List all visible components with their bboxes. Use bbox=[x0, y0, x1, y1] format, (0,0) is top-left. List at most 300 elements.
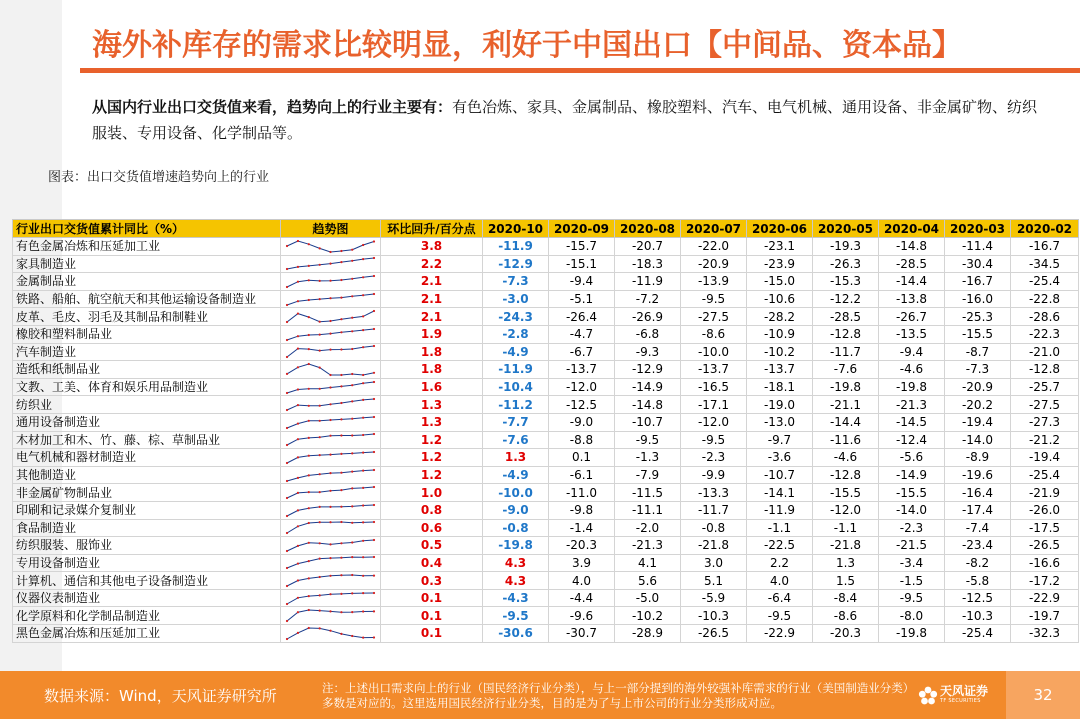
value-cell: -19.0 bbox=[747, 396, 813, 414]
sparkline-svg bbox=[285, 309, 376, 324]
value-cell: -12.8 bbox=[813, 325, 879, 343]
sparkline-point bbox=[362, 294, 364, 296]
industry-name: 非金属矿物制品业 bbox=[13, 484, 281, 502]
value-cell: 4.1 bbox=[615, 554, 681, 572]
trend-sparkline bbox=[281, 273, 381, 291]
sparkline-point bbox=[297, 579, 299, 581]
industry-name: 其他制造业 bbox=[13, 466, 281, 484]
trend-sparkline bbox=[281, 308, 381, 326]
trend-sparkline bbox=[281, 343, 381, 361]
sparkline-point bbox=[351, 278, 353, 280]
sparkline-point bbox=[351, 452, 353, 454]
sparkline-point bbox=[329, 320, 331, 322]
table-row bbox=[13, 554, 1079, 572]
sparkline-point bbox=[286, 497, 288, 499]
trend-sparkline bbox=[281, 554, 381, 572]
trend-sparkline bbox=[281, 572, 381, 590]
value-cell: -11.0 bbox=[549, 484, 615, 502]
value-cell: -21.2 bbox=[1011, 431, 1079, 449]
sparkline-point bbox=[329, 332, 331, 334]
sparkline-point bbox=[362, 504, 364, 506]
sparkline-point bbox=[362, 258, 364, 260]
table-row bbox=[13, 255, 1079, 273]
sparkline-point bbox=[319, 387, 321, 389]
sparkline-point bbox=[373, 240, 375, 242]
value-cell: -26.0 bbox=[1011, 501, 1079, 519]
sparkline-point bbox=[319, 298, 321, 300]
sparkline-point bbox=[308, 595, 310, 597]
sparkline-svg bbox=[285, 239, 376, 254]
value-cell: -16.0 bbox=[945, 290, 1011, 308]
sparkline-point bbox=[329, 543, 331, 545]
value-cell: -22.3 bbox=[1011, 325, 1079, 343]
sparkline-svg bbox=[285, 626, 376, 641]
table-row bbox=[13, 625, 1079, 643]
change-value: 1.8 bbox=[381, 343, 483, 361]
sparkline-point bbox=[286, 321, 288, 323]
value-cell: -15.5 bbox=[813, 484, 879, 502]
value-cell: -8.9 bbox=[945, 449, 1011, 467]
sparkline-point bbox=[297, 335, 299, 337]
sparkline-point bbox=[297, 438, 299, 440]
sparkline-point bbox=[286, 303, 288, 305]
sparkline-point bbox=[319, 366, 321, 368]
value-cell: -5.8 bbox=[945, 572, 1011, 590]
sparkline-point bbox=[297, 281, 299, 283]
value-cell: 3.9 bbox=[549, 554, 615, 572]
sparkline-svg bbox=[285, 256, 376, 271]
value-cell: -30.7 bbox=[549, 625, 615, 643]
value-cell: -14.8 bbox=[615, 396, 681, 414]
value-cell: -6.4 bbox=[747, 589, 813, 607]
value-cell: -27.5 bbox=[1011, 396, 1079, 414]
value-cell: -7.2 bbox=[615, 290, 681, 308]
trend-sparkline bbox=[281, 607, 381, 625]
value-cell: -2.3 bbox=[681, 449, 747, 467]
trend-sparkline bbox=[281, 290, 381, 308]
table-body bbox=[13, 238, 1079, 643]
sparkline-point bbox=[308, 363, 310, 365]
value-cell: -12.5 bbox=[945, 589, 1011, 607]
sparkline-point bbox=[340, 374, 342, 376]
value-cell: -10.2 bbox=[747, 343, 813, 361]
sparkline-point bbox=[362, 346, 364, 348]
sparkline-point bbox=[286, 462, 288, 464]
sparkline-point bbox=[286, 620, 288, 622]
sparkline-point bbox=[373, 310, 375, 312]
trend-sparkline bbox=[281, 325, 381, 343]
value-cell: -21.3 bbox=[879, 396, 945, 414]
table-row bbox=[13, 413, 1079, 431]
sparkline-point bbox=[351, 522, 353, 524]
value-cell: -11.9 bbox=[615, 273, 681, 291]
sparkline-point bbox=[340, 296, 342, 298]
sparkline-point bbox=[308, 507, 310, 509]
value-cell: -12.0 bbox=[813, 501, 879, 519]
sparkline-svg bbox=[285, 274, 376, 289]
sparkline-svg bbox=[285, 555, 376, 570]
sparkline-point bbox=[340, 471, 342, 473]
change-value: 1.2 bbox=[381, 449, 483, 467]
value-cell: -1.3 bbox=[615, 449, 681, 467]
change-value: 1.3 bbox=[381, 413, 483, 431]
column-header: 2020-07 bbox=[681, 220, 747, 238]
value-cell: -6.1 bbox=[549, 466, 615, 484]
sparkline-point bbox=[351, 487, 353, 489]
sparkline-point bbox=[297, 492, 299, 494]
sparkline-svg bbox=[285, 591, 376, 606]
value-cell: -26.7 bbox=[879, 308, 945, 326]
sparkline-line bbox=[287, 487, 374, 498]
sparkline-point bbox=[340, 505, 342, 507]
column-header: 2020-06 bbox=[747, 220, 813, 238]
trend-sparkline bbox=[281, 396, 381, 414]
value-cell: -9.5 bbox=[615, 431, 681, 449]
sparkline-point bbox=[308, 455, 310, 457]
sparkline-point bbox=[297, 266, 299, 268]
change-value: 1.6 bbox=[381, 378, 483, 396]
trend-sparkline bbox=[281, 519, 381, 537]
sparkline-point bbox=[340, 435, 342, 437]
change-value: 1.8 bbox=[381, 361, 483, 379]
sparkline-point bbox=[329, 453, 331, 455]
change-value: 2.1 bbox=[381, 273, 483, 291]
change-value: 0.8 bbox=[381, 501, 483, 519]
value-cell: -28.6 bbox=[1011, 308, 1079, 326]
sparkline-svg bbox=[285, 468, 376, 483]
sparkline-point bbox=[351, 635, 353, 637]
sparkline-point bbox=[329, 263, 331, 265]
sparkline-point bbox=[329, 593, 331, 595]
sparkline-point bbox=[319, 521, 321, 523]
sparkline-point bbox=[351, 574, 353, 576]
sparkline-point bbox=[340, 453, 342, 455]
value-cell: -16.6 bbox=[1011, 554, 1079, 572]
column-header: 2020-10 bbox=[483, 220, 549, 238]
sparkline-point bbox=[351, 260, 353, 262]
sparkline-point bbox=[297, 388, 299, 390]
change-value: 1.2 bbox=[381, 431, 483, 449]
change-value: 0.6 bbox=[381, 519, 483, 537]
value-cell: -8.6 bbox=[813, 607, 879, 625]
value-cell: -26.5 bbox=[681, 625, 747, 643]
value-cell: 0.1 bbox=[549, 449, 615, 467]
industry-name: 仪器仪表制造业 bbox=[13, 589, 281, 607]
table-row bbox=[13, 361, 1079, 379]
sparkline-point bbox=[373, 451, 375, 453]
value-cell: -20.3 bbox=[813, 625, 879, 643]
value-cell: -11.7 bbox=[681, 501, 747, 519]
value-cell: -11.1 bbox=[615, 501, 681, 519]
sparkline-svg bbox=[285, 415, 376, 430]
sparkline-point bbox=[373, 292, 375, 294]
sparkline-point bbox=[340, 521, 342, 523]
sparkline-point bbox=[329, 629, 331, 631]
change-value: 2.2 bbox=[381, 255, 483, 273]
value-cell: -11.4 bbox=[945, 238, 1011, 256]
value-cell: -9.5 bbox=[879, 589, 945, 607]
sparkline-point bbox=[297, 313, 299, 315]
sparkline-point bbox=[340, 279, 342, 281]
sparkline-point bbox=[319, 610, 321, 612]
value-cell: -9.5 bbox=[747, 607, 813, 625]
sparkline-point bbox=[351, 541, 353, 543]
value-cell: -19.3 bbox=[813, 238, 879, 256]
value-cell: -2.3 bbox=[879, 519, 945, 537]
sparkline-point bbox=[308, 560, 310, 562]
sparkline-point bbox=[297, 456, 299, 458]
sparkline-point bbox=[308, 474, 310, 476]
sparkline-point bbox=[362, 540, 364, 542]
value-cell: -3.4 bbox=[879, 554, 945, 572]
sparkline-svg bbox=[285, 573, 376, 588]
sparkline-point bbox=[286, 339, 288, 341]
industry-name: 印刷和记录媒介复制业 bbox=[13, 501, 281, 519]
sparkline-point bbox=[362, 276, 364, 278]
value-cell: -28.2 bbox=[747, 308, 813, 326]
trend-sparkline bbox=[281, 413, 381, 431]
sparkline-point bbox=[286, 585, 288, 587]
value-cell: -4.4 bbox=[549, 589, 615, 607]
value-cell: -19.4 bbox=[1011, 449, 1079, 467]
sparkline-point bbox=[351, 470, 353, 472]
value-cell: 4.0 bbox=[747, 572, 813, 590]
sparkline-svg bbox=[285, 327, 376, 342]
sparkline-point bbox=[297, 545, 299, 547]
value-cell: -13.9 bbox=[681, 273, 747, 291]
sparkline-point bbox=[362, 315, 364, 317]
sparkline-point bbox=[340, 489, 342, 491]
table-row bbox=[13, 396, 1079, 414]
value-cell: -19.8 bbox=[813, 378, 879, 396]
sparkline-point bbox=[351, 248, 353, 250]
column-header: 趋势图 bbox=[281, 220, 381, 238]
value-cell: -14.1 bbox=[747, 484, 813, 502]
industry-name: 金属制品业 bbox=[13, 273, 281, 291]
industry-name: 计算机、通信和其他电子设备制造业 bbox=[13, 572, 281, 590]
change-value: 1.9 bbox=[381, 325, 483, 343]
sparkline-svg bbox=[285, 380, 376, 395]
latest-value: -4.9 bbox=[483, 466, 549, 484]
value-cell: -23.1 bbox=[747, 238, 813, 256]
column-header: 2020-02 bbox=[1011, 220, 1079, 238]
sparkline-point bbox=[329, 297, 331, 299]
latest-value: -10.4 bbox=[483, 378, 549, 396]
sparkline-point bbox=[351, 317, 353, 319]
value-cell: -19.8 bbox=[879, 625, 945, 643]
sparkline-line bbox=[287, 417, 374, 428]
trend-sparkline bbox=[281, 431, 381, 449]
sparkline-point bbox=[329, 386, 331, 388]
sparkline-point bbox=[362, 469, 364, 471]
value-cell: -26.3 bbox=[813, 255, 879, 273]
sparkline-point bbox=[319, 333, 321, 335]
sparkline-svg bbox=[285, 292, 376, 307]
value-cell: -28.9 bbox=[615, 625, 681, 643]
sparkline-point bbox=[351, 373, 353, 375]
column-header: 2020-04 bbox=[879, 220, 945, 238]
value-cell: -27.5 bbox=[681, 308, 747, 326]
value-cell: -17.5 bbox=[1011, 519, 1079, 537]
latest-value: -11.9 bbox=[483, 238, 549, 256]
trend-sparkline bbox=[281, 361, 381, 379]
sparkline-point bbox=[373, 275, 375, 277]
sparkline-point bbox=[308, 348, 310, 350]
value-cell: -9.9 bbox=[681, 466, 747, 484]
industry-name: 专用设备制造业 bbox=[13, 554, 281, 572]
sparkline-point bbox=[373, 257, 375, 259]
sparkline-point bbox=[329, 251, 331, 253]
sparkline-point bbox=[362, 374, 364, 376]
value-cell: -34.5 bbox=[1011, 255, 1079, 273]
sparkline-point bbox=[362, 575, 364, 577]
sparkline-point bbox=[319, 321, 321, 323]
value-cell: -19.4 bbox=[945, 413, 1011, 431]
sparkline-point bbox=[329, 419, 331, 421]
sparkline-line bbox=[287, 364, 374, 375]
sparkline-point bbox=[329, 490, 331, 492]
sparkline-point bbox=[329, 472, 331, 474]
intro-paragraph bbox=[92, 94, 1052, 146]
sparkline-point bbox=[351, 295, 353, 297]
value-cell: -25.4 bbox=[1011, 273, 1079, 291]
sparkline-point bbox=[308, 265, 310, 267]
sparkline-point bbox=[297, 366, 299, 368]
sparkline-point bbox=[373, 521, 375, 523]
value-cell: -18.3 bbox=[615, 255, 681, 273]
column-header: 2020-05 bbox=[813, 220, 879, 238]
sparkline-point bbox=[329, 575, 331, 577]
sparkline-point bbox=[351, 592, 353, 594]
sparkline-point bbox=[297, 422, 299, 424]
sparkline-point bbox=[297, 509, 299, 511]
value-cell: -26.9 bbox=[615, 308, 681, 326]
sparkline-point bbox=[286, 638, 288, 640]
value-cell: -21.8 bbox=[813, 537, 879, 555]
sparkline-point bbox=[308, 522, 310, 524]
value-cell: -9.5 bbox=[681, 290, 747, 308]
sparkline-point bbox=[340, 418, 342, 420]
latest-value: -12.9 bbox=[483, 255, 549, 273]
value-cell: -12.2 bbox=[813, 290, 879, 308]
page-number: 32 bbox=[1006, 671, 1080, 719]
sparkline-line bbox=[287, 470, 374, 481]
value-cell: -32.3 bbox=[1011, 625, 1079, 643]
value-cell: -10.0 bbox=[681, 343, 747, 361]
sparkline-point bbox=[362, 487, 364, 489]
sparkline-point bbox=[351, 400, 353, 402]
sparkline-point bbox=[373, 592, 375, 594]
sparkline-point bbox=[329, 557, 331, 559]
value-cell: -25.4 bbox=[945, 625, 1011, 643]
sparkline-point bbox=[351, 435, 353, 437]
value-cell: -7.6 bbox=[813, 361, 879, 379]
sparkline-point bbox=[373, 468, 375, 470]
value-cell: -16.7 bbox=[945, 273, 1011, 291]
sparkline-point bbox=[373, 611, 375, 613]
sparkline-point bbox=[308, 298, 310, 300]
export-industry-table bbox=[12, 219, 1079, 643]
latest-value: 4.3 bbox=[483, 554, 549, 572]
value-cell: -15.5 bbox=[879, 484, 945, 502]
sparkline-point bbox=[319, 436, 321, 438]
industry-name: 化学原料和化学制品制造业 bbox=[13, 607, 281, 625]
value-cell: -16.7 bbox=[1011, 238, 1079, 256]
value-cell: -9.7 bbox=[747, 431, 813, 449]
table-row bbox=[13, 431, 1079, 449]
value-cell: -30.4 bbox=[945, 255, 1011, 273]
value-cell: -12.0 bbox=[681, 413, 747, 431]
value-cell: 2.2 bbox=[747, 554, 813, 572]
value-cell: -9.3 bbox=[615, 343, 681, 361]
value-cell: -12.8 bbox=[1011, 361, 1079, 379]
value-cell: -26.4 bbox=[549, 308, 615, 326]
trend-sparkline bbox=[281, 238, 381, 256]
change-value: 1.0 bbox=[381, 484, 483, 502]
sparkline-point bbox=[286, 373, 288, 375]
value-cell: -22.8 bbox=[1011, 290, 1079, 308]
sparkline-point bbox=[319, 576, 321, 578]
value-cell: -5.1 bbox=[549, 290, 615, 308]
value-cell: -25.4 bbox=[1011, 466, 1079, 484]
sparkline-point bbox=[286, 603, 288, 605]
sparkline-point bbox=[362, 399, 364, 401]
sparkline-point bbox=[351, 384, 353, 386]
sparkline-point bbox=[340, 542, 342, 544]
sparkline-point bbox=[340, 574, 342, 576]
sparkline-point bbox=[286, 409, 288, 411]
sparkline-point bbox=[340, 557, 342, 559]
sparkline-point bbox=[351, 348, 353, 350]
value-cell: -10.2 bbox=[615, 607, 681, 625]
sparkline-point bbox=[329, 435, 331, 437]
sparkline-point bbox=[340, 331, 342, 333]
intro-body: 有色冶炼、家具、金属制品、橡胶塑料、汽车、电气机械、通用设备、非金属矿物、纺织服装、专用设备、化学制品等。 bbox=[92, 98, 1038, 142]
sparkline-point bbox=[308, 405, 310, 407]
table-row bbox=[13, 290, 1079, 308]
trend-sparkline bbox=[281, 537, 381, 555]
latest-value: -7.7 bbox=[483, 413, 549, 431]
sparkline-point bbox=[340, 250, 342, 252]
latest-value: 4.3 bbox=[483, 572, 549, 590]
value-cell: -20.7 bbox=[615, 238, 681, 256]
value-cell: -22.0 bbox=[681, 238, 747, 256]
table-row bbox=[13, 273, 1079, 291]
value-cell: -28.5 bbox=[813, 308, 879, 326]
sparkline-point bbox=[351, 556, 353, 558]
sparkline-point bbox=[362, 557, 364, 559]
trend-sparkline bbox=[281, 501, 381, 519]
sparkline-point bbox=[319, 627, 321, 629]
latest-value: -7.3 bbox=[483, 273, 549, 291]
value-cell: -12.8 bbox=[813, 466, 879, 484]
sparkline-point bbox=[319, 419, 321, 421]
column-header: 行业出口交货值累计同比（%） bbox=[13, 220, 281, 238]
change-value: 1.2 bbox=[381, 466, 483, 484]
table-row bbox=[13, 589, 1079, 607]
latest-value: -0.8 bbox=[483, 519, 549, 537]
value-cell: -11.6 bbox=[813, 431, 879, 449]
value-cell: -14.9 bbox=[615, 378, 681, 396]
sparkline-line bbox=[287, 241, 374, 252]
value-cell: 3.0 bbox=[681, 554, 747, 572]
sparkline-point bbox=[297, 404, 299, 406]
value-cell: -12.0 bbox=[549, 378, 615, 396]
value-cell: -16.5 bbox=[681, 378, 747, 396]
value-cell: -9.4 bbox=[879, 343, 945, 361]
value-cell: -1.1 bbox=[813, 519, 879, 537]
table-row bbox=[13, 378, 1079, 396]
